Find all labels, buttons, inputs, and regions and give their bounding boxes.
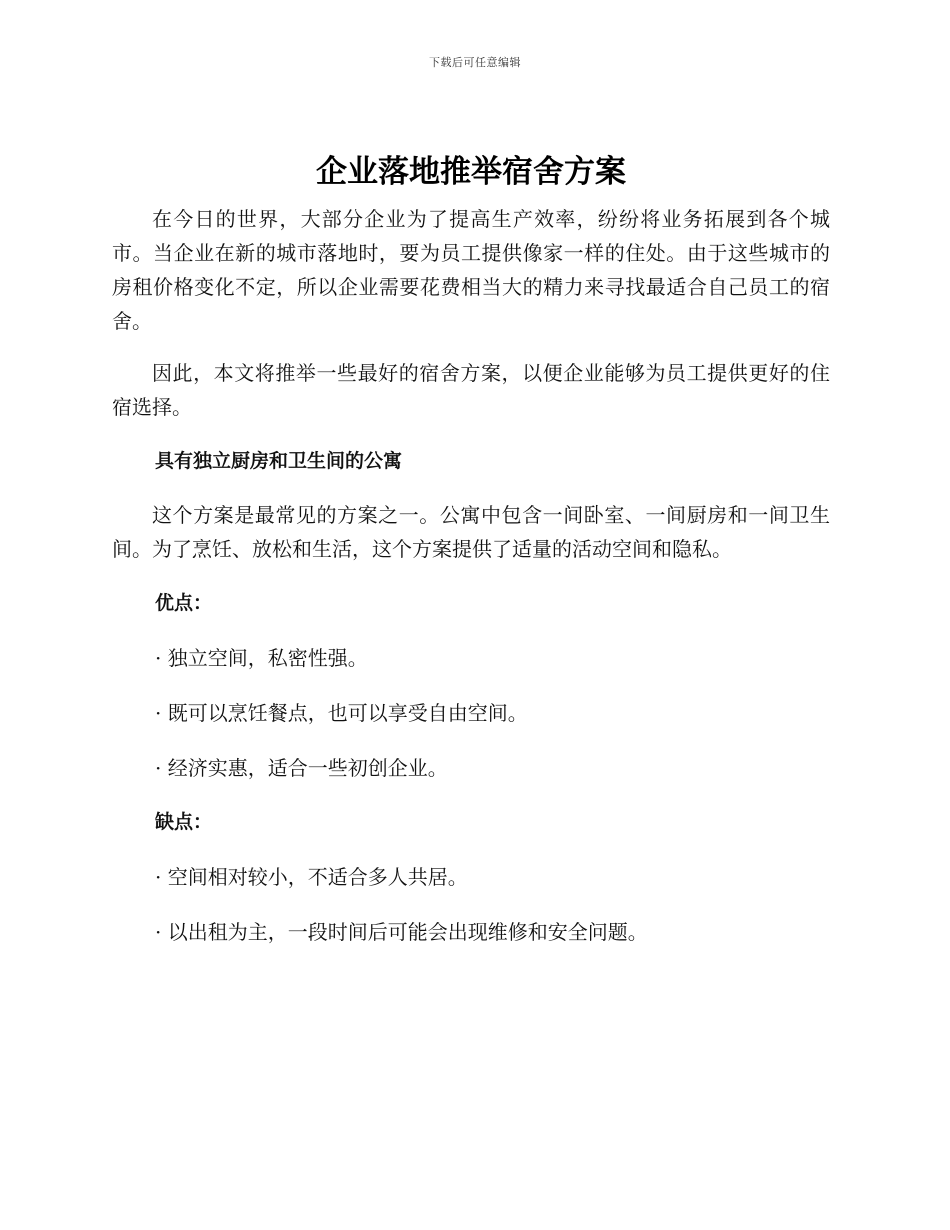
pros-item-1: · 独立空间，私密性强。 [155,646,368,670]
pros-item-3: · 经济实惠，适合一些初创企业。 [155,756,448,780]
document-body [112,150,830,949]
pros-item-2: · 既可以烹饪餐点，也可以享受自由空间。 [155,701,528,725]
intro-paragraph-1: 在今日的世界，大部分企业为了提高生产效率，纷纷将业务拓展到各个城市。当企业在新的城市落地时，要为员工提供像家一样的住处。由于这些城市的房租价格变化不定，所以企业需要花费相当大的精力来寻找最适合自己员工的宿舍。 [112,207,830,333]
intro-paragraph-2: 因此，本文将推举一些最好的宿舍方案，以便企业能够为员工提供更好的住宿选择。 [112,361,830,419]
section-heading: 具有独立厨房和卫生间的公寓 [155,450,403,472]
section-description: 这个方案是最常见的方案之一。公寓中包含一间卧室、一间厨房和一间卫生间。为了烹饪、放松和生活，这个方案提供了适量的活动空间和隐私。 [112,503,830,561]
header-note: 下载后可任意编辑 [429,56,521,69]
document-title: 企业落地推举宿舍方案 [316,154,626,190]
cons-item-1: · 空间相对较小，不适合多人共居。 [155,865,468,889]
pros-heading: 优点： [155,592,213,614]
cons-heading: 缺点： [155,811,213,833]
cons-item-2: · 以出租为主，一段时间后可能会出现维修和安全问题。 [155,920,648,944]
